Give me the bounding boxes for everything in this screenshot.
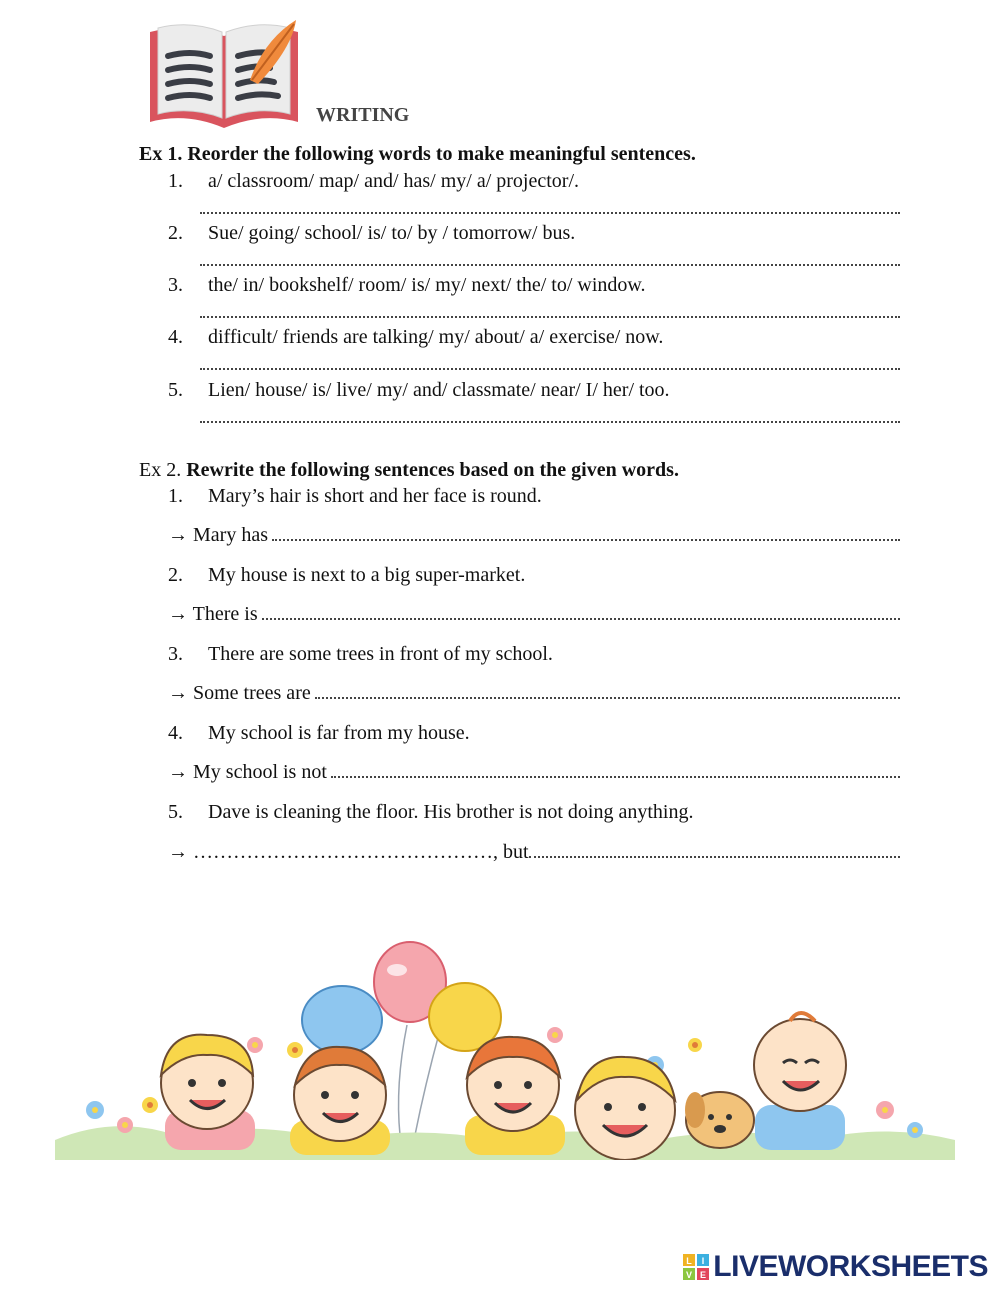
ex2-item-text: Mary’s hair is short and her face is round. — [208, 485, 542, 507]
ex2-prompt: → Some trees are — [168, 682, 311, 704]
logo-letter: L — [686, 1256, 693, 1266]
liveworksheets-logo-icon — [683, 1254, 709, 1280]
ex1-item-number: 3. — [168, 274, 183, 296]
ex1-item-text: the/ in/ bookshelf/ room/ is/ my/ next/ the/ to/ window. — [208, 274, 646, 296]
ex2-item-number: 4. — [168, 722, 183, 744]
ex2-answer-line[interactable] — [272, 539, 900, 541]
ex2-answer-row[interactable] — [168, 841, 900, 864]
ex2-prompt: → Mary has — [168, 524, 268, 546]
ex2-answer-row[interactable] — [168, 682, 900, 705]
ex2-answer-row[interactable] — [168, 603, 900, 626]
ex2-answer-line[interactable] — [262, 618, 900, 620]
ex2-answer-row[interactable] — [168, 524, 900, 547]
ex1-item-number: 2. — [168, 222, 183, 244]
ex1-answer-line[interactable] — [200, 316, 900, 318]
ex2-item-text: My school is far from my house. — [208, 722, 470, 744]
logo-letter: E — [700, 1270, 707, 1280]
ex2-item-number: 2. — [168, 564, 183, 586]
ex2-item-number: 1. — [168, 485, 183, 507]
exercise-1-title: Ex 1. Reorder the following words to make meaningful sentences. — [139, 143, 696, 165]
page-title: WRITING — [316, 104, 410, 126]
brand-name: LIVEWORKSHEETS — [713, 1250, 988, 1283]
ex1-answer-line[interactable] — [200, 421, 900, 423]
ex2-prompt: → There is — [168, 603, 258, 625]
ex2-answer-line[interactable] — [529, 856, 900, 858]
ex1-item-text: difficult/ friends are talking/ my/ about/ a/ exercise/ now. — [208, 326, 664, 348]
ex2-prompt: → My school is not — [168, 761, 327, 783]
ex1-item-text: Sue/ going/ school/ is/ to/ by / tomorrow/ bus. — [208, 222, 576, 244]
ex2-item-text: There are some trees in front of my school. — [208, 643, 553, 665]
ex1-answer-line[interactable] — [200, 212, 900, 214]
kids-balloons-illustration — [55, 935, 955, 1160]
ex2-answer-line[interactable] — [315, 697, 900, 699]
liveworksheets-brand[interactable] — [683, 1250, 988, 1284]
ex1-item-text: a/ classroom/ map/ and/ has/ my/ a/ projector/. — [208, 170, 580, 192]
logo-letter: I — [702, 1256, 705, 1266]
ex2-item-number: 5. — [168, 801, 183, 823]
ex1-item-number: 1. — [168, 170, 183, 192]
exercise-2-instruction: Rewrite the following sentences based on the given words. — [186, 459, 679, 481]
ex2-item-text: Dave is cleaning the floor. His brother is not doing anything. — [208, 801, 694, 823]
ex1-item-number: 4. — [168, 326, 183, 348]
ex1-item-text: Lien/ house/ is/ live/ my/ and/ classmate/ near/ I/ her/ too. — [208, 379, 670, 401]
ex2-prompt: → ………………………………………, but — [168, 841, 529, 863]
ex2-answer-row[interactable] — [168, 761, 900, 784]
ex1-answer-line[interactable] — [200, 264, 900, 266]
ex1-answer-line[interactable] — [200, 368, 900, 370]
exercise-2-prefix: Ex 2. — [139, 459, 182, 481]
open-book-icon — [146, 18, 302, 136]
ex2-item-number: 3. — [168, 643, 183, 665]
exercise-2-title — [139, 459, 679, 482]
logo-letter: V — [686, 1270, 693, 1280]
ex1-item-number: 5. — [168, 379, 183, 401]
ex2-item-text: My house is next to a big super-market. — [208, 564, 526, 586]
ex2-answer-line[interactable] — [331, 776, 900, 778]
